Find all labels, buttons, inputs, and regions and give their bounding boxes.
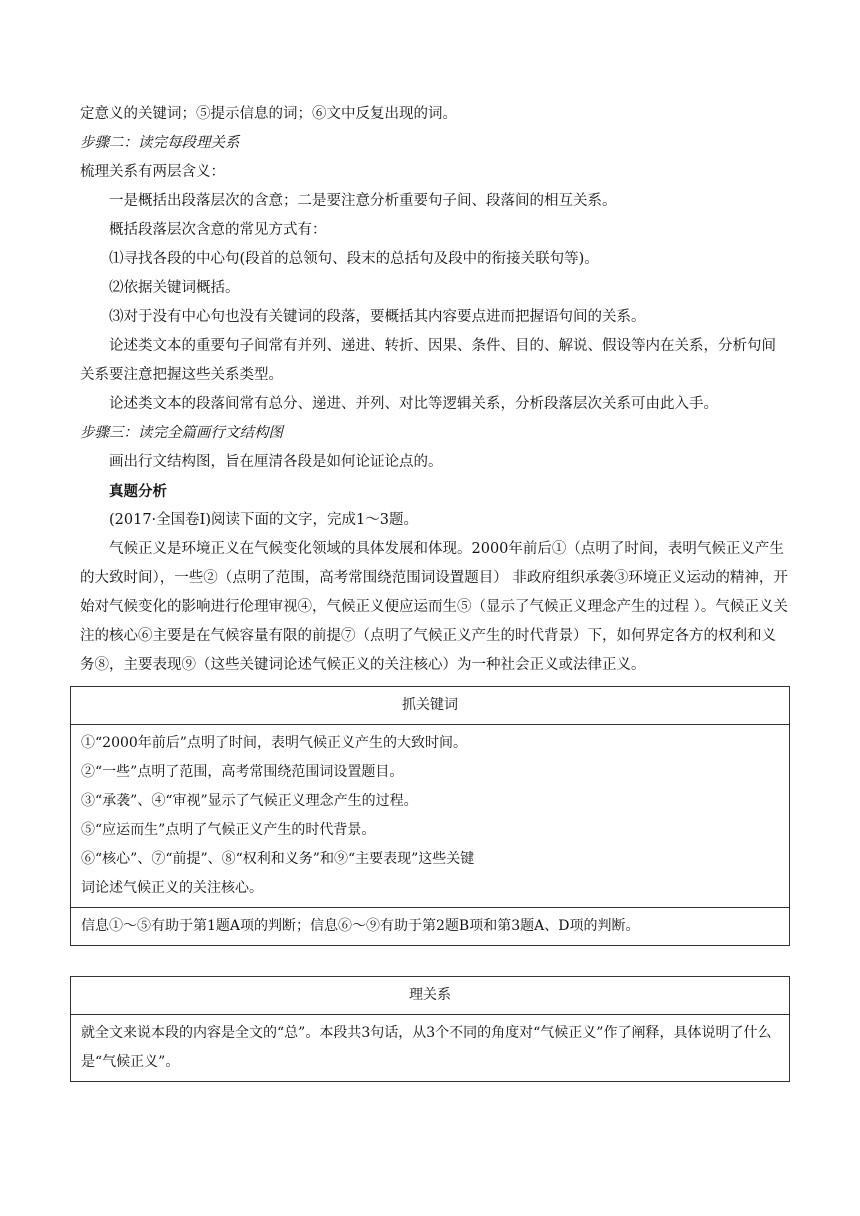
analysis-source: (2017·全国卷Ⅰ)阅读下面的文字，完成1～3题。 xyxy=(109,512,419,528)
keyword-item: ①“2000年前后”点明了时间，表明气候正义产生的大致时间。 xyxy=(81,735,467,751)
relations-table-header: 理关系 xyxy=(71,977,790,1015)
step2-heading: 步骤二：读完每段理关系 xyxy=(80,135,240,151)
keywords-table-header: 抓关键词 xyxy=(71,687,790,725)
sentence-relations: 论述类文本的重要句子间常有并列、递进、转折、因果、条件、目的、解说、假设等内在关系，分析句间关系要注意把握这些关系类型。 xyxy=(80,338,776,383)
keywords-table-items xyxy=(71,725,790,908)
continued-line: 定意义的关键词；⑤提示信息的词；⑥文中反复出现的词。 xyxy=(80,106,457,122)
step3-heading: 步骤三：读完全篇画行文结构图 xyxy=(80,425,283,441)
step3-text: 画出行文结构图，旨在厘清各段是如何论证论点的。 xyxy=(109,454,443,470)
step2-methods: 概括段落层次含意的常见方式有： xyxy=(109,222,327,238)
method-2: ⑵依据关键词概括。 xyxy=(109,280,240,296)
relations-table-body: 就全文来说本段的内容是全文的“总”。本段共3句话，从3个不同的角度对“气候正义”作了阐释，具体说明了什么是“气候正义”。 xyxy=(71,1015,790,1082)
keyword-item: ⑤“应运而生”点明了气候正义产生的时代背景。 xyxy=(81,822,376,838)
method-1: ⑴寻找各段的中心句(段首的总领句、段末的总括句及段中的衔接关联句等)。 xyxy=(109,251,599,267)
step2-meaning: 一是概括出段落层次的含意；二是要注意分析重要句子间、段落间的相互关系。 xyxy=(109,193,617,209)
keyword-item: ⑥“核心”、⑦“前提”、⑧“权利和义务”和⑨“主要表现”这些关键词论述气候正义的关注核心。 xyxy=(81,851,475,896)
paragraph-relations: 论述类文本的段落间常有总分、递进、并列、对比等逻辑关系，分析段落层次关系可由此入手。 xyxy=(109,396,718,412)
method-3: ⑶对于没有中心句也没有关键词的段落，要概括其内容要点进而把握语句间的关系。 xyxy=(109,309,646,325)
keywords-table-footer: 信息①～⑤有助于第1题A项的判断；信息⑥～⑨有助于第2题B项和第3题A、D项的判断。 xyxy=(71,908,790,946)
document-body xyxy=(80,100,790,1082)
analysis-heading: 真题分析 xyxy=(109,483,167,500)
keyword-item: ②“一些”点明了范围，高考常围绕范围词设置题目。 xyxy=(81,764,404,780)
relations-table xyxy=(70,976,790,1082)
step2-intro: 梳理关系有两层含义： xyxy=(80,164,225,180)
analysis-passage: 气候正义是环境正义在气候变化领域的具体发展和体现。2000年前后①（点明了时间，表明气候正义产生的大致时间），一些②（点明了范围，高考常围绕范围词设置题目） 非政府组织承袭③环境正义运动的精神，开始对气候变化的影响进行伦理审视④，气候正义便应运而生⑤（显示了气候正义理念产生的过程 ）。气候正义关注的核心⑥主要是在气候容量有限的前提⑦（点明了气候正义产生的时代背景）下，如何界定各方的权利和义务⑧，主要表现⑨（这些关键词论述气候正义的关注核心）为一种社会正义或法律正义。 xyxy=(80,541,788,673)
keyword-item: ③“承袭”、④“审视”显示了气候正义理念产生的过程。 xyxy=(81,793,418,809)
keywords-table xyxy=(70,686,790,946)
